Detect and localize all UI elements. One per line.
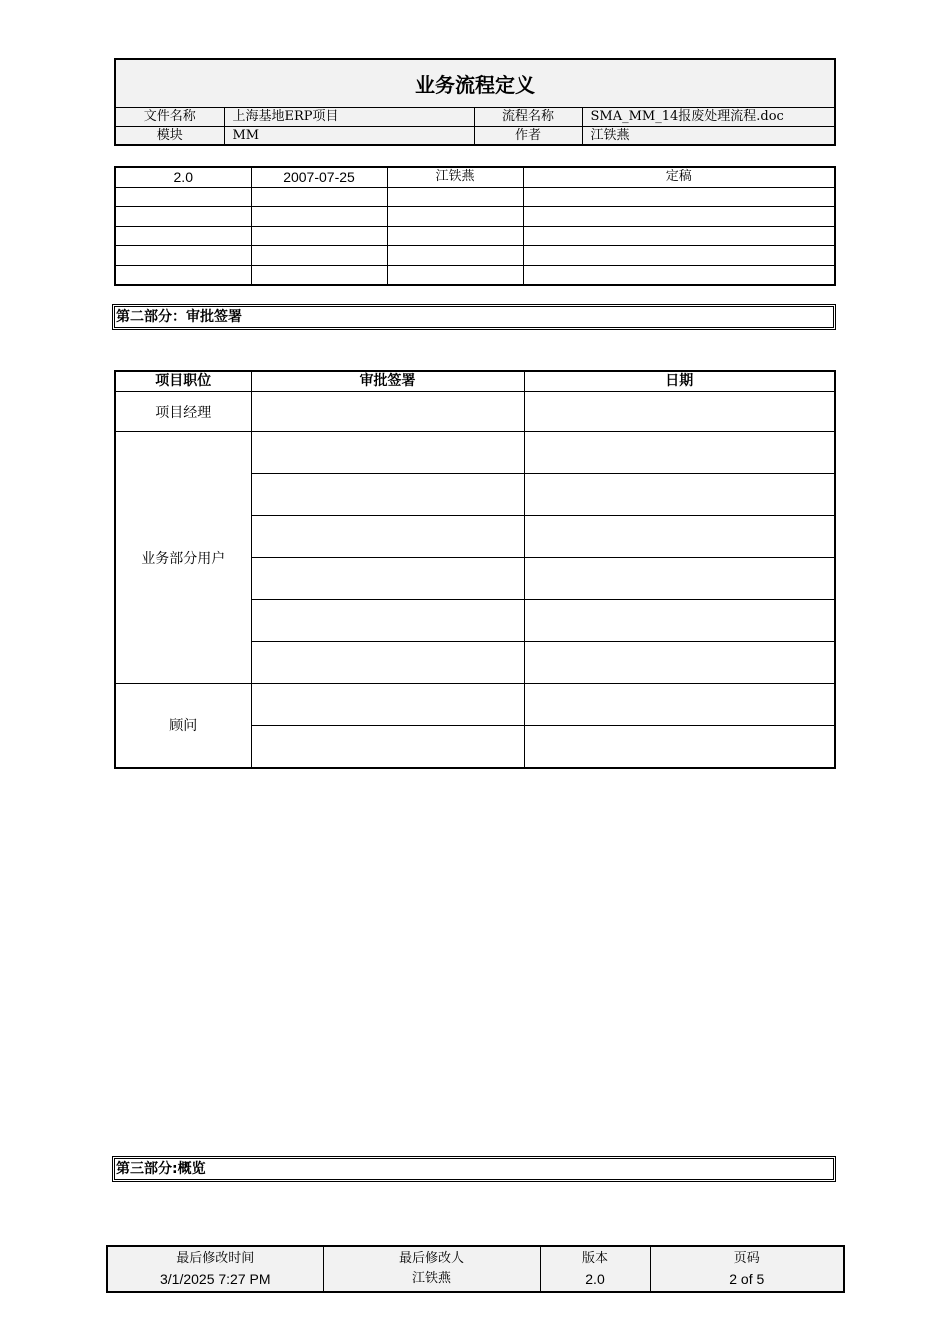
footer-label: 版本 — [581, 1251, 608, 1266]
version-cell: 2.0 — [115, 167, 251, 187]
section-approval — [112, 304, 836, 330]
process-name-label: 流程名称 — [474, 108, 582, 127]
date-cell[interactable] — [524, 516, 835, 558]
footer-value: 2 of 5 — [729, 1271, 765, 1287]
approval-table — [114, 370, 836, 769]
process-name-value: SMA_MM_14报废处理流程.doc — [582, 108, 834, 127]
role-consultant: 顾问 — [115, 684, 251, 768]
signature-cell[interactable] — [251, 558, 524, 600]
table-row — [115, 246, 835, 266]
document-header — [114, 58, 836, 146]
footer-value: 江铁燕 — [411, 1271, 451, 1286]
signature-cell[interactable] — [251, 600, 524, 642]
footer-label: 页码 — [733, 1251, 760, 1266]
column-header-date: 日期 — [524, 371, 835, 392]
table-row — [115, 167, 835, 187]
module-label: 模块 — [116, 127, 224, 146]
table-row — [115, 684, 835, 726]
footer-value: 3/1/2025 7:27 PM — [159, 1271, 271, 1287]
date-cell[interactable] — [524, 432, 835, 474]
column-header-position: 项目职位 — [115, 371, 251, 392]
file-name-label: 文件名称 — [116, 108, 224, 127]
table-row — [115, 265, 835, 285]
table-header-row — [115, 371, 835, 392]
module-value: MM — [224, 127, 474, 146]
date-cell: 2007-07-25 — [251, 167, 387, 187]
table-row — [115, 392, 835, 432]
date-cell[interactable] — [524, 684, 835, 726]
signature-cell[interactable] — [251, 642, 524, 684]
footer-value: 2.0 — [585, 1271, 605, 1287]
author-cell: 江铁燕 — [387, 167, 523, 187]
footer-version — [540, 1247, 650, 1291]
section-title: 第二部分：审批签署 — [114, 306, 834, 328]
section-title: 第三部分:概览 — [114, 1158, 834, 1180]
table-row — [115, 432, 835, 474]
signature-cell[interactable] — [251, 726, 524, 768]
section-overview — [112, 1156, 836, 1182]
role-business-users: 业务部分用户 — [115, 432, 251, 684]
footer-label: 最后修改时间 — [176, 1251, 255, 1266]
author-value: 江铁燕 — [582, 127, 834, 146]
footer-last-modified-time — [108, 1247, 323, 1291]
date-cell[interactable] — [524, 392, 835, 432]
table-row — [115, 187, 835, 207]
table-row — [115, 207, 835, 227]
footer-page-number — [650, 1247, 843, 1291]
signature-cell[interactable] — [251, 432, 524, 474]
author-label: 作者 — [474, 127, 582, 146]
date-cell[interactable] — [524, 726, 835, 768]
file-name-value: 上海基地ERP项目 — [224, 108, 474, 127]
date-cell[interactable] — [524, 600, 835, 642]
document-title: 业务流程定义 — [116, 60, 834, 108]
date-cell[interactable] — [524, 642, 835, 684]
signature-cell[interactable] — [251, 474, 524, 516]
footer-label: 最后修改人 — [398, 1251, 464, 1266]
signature-cell[interactable] — [251, 392, 524, 432]
date-cell[interactable] — [524, 474, 835, 516]
column-header-signature: 审批签署 — [251, 371, 524, 392]
signature-cell[interactable] — [251, 684, 524, 726]
version-history-table — [114, 166, 836, 286]
page-footer — [106, 1245, 845, 1293]
signature-cell[interactable] — [251, 516, 524, 558]
role-project-manager: 项目经理 — [115, 392, 251, 432]
status-cell: 定稿 — [523, 167, 835, 187]
date-cell[interactable] — [524, 558, 835, 600]
footer-last-modified-by — [323, 1247, 540, 1291]
table-row — [115, 226, 835, 246]
